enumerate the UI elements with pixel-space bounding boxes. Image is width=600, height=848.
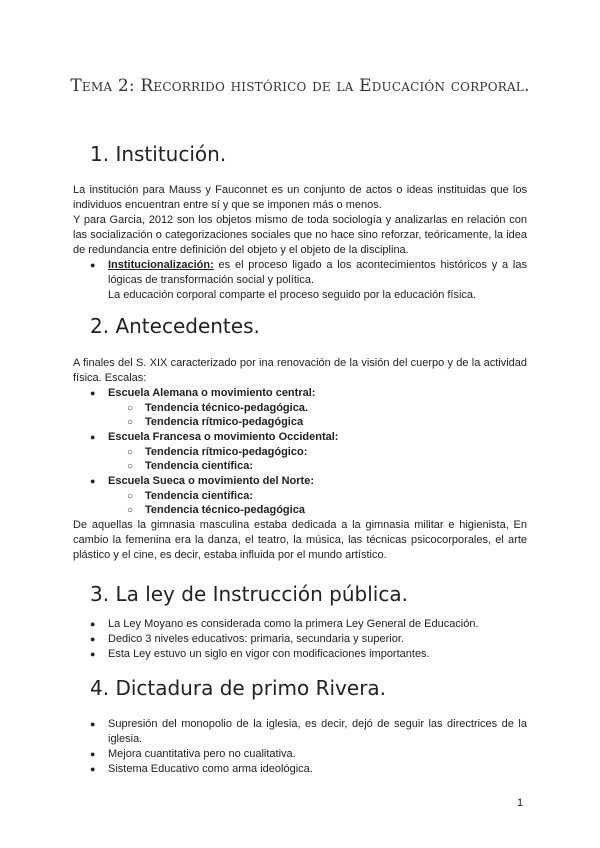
section-1-bullet: [108, 258, 527, 288]
section-3-item-1: La Ley Moyano es considerada como la primera Ley General de Educación.: [108, 618, 479, 630]
section-3-item-3: Esta Ley estuvo un siglo en vigor con modificaciones importantes.: [108, 648, 430, 660]
page-number: 1: [517, 797, 524, 809]
section-4-item-2: Mejora cuantitativa pero no cualitativa.: [108, 748, 296, 760]
bullet-icon: ●: [90, 388, 96, 398]
section-2-heading: 2. Antecedentes.: [90, 314, 260, 338]
sub-bullet-icon: ○: [127, 403, 134, 414]
section-1-bullet-continuation: La educación corporal comparte el proceso seguido por la educación física.: [108, 289, 477, 301]
school-alemana-item-2: Tendencia rítmico-pedagógica: [145, 416, 304, 428]
section-4-item-1: Supresión del monopolio de la iglesia, es decir, dejó de seguir las directrices de la iglesia.: [108, 718, 527, 745]
section-4-item-3: Sistema Educativo como arma ideológica.: [108, 763, 313, 775]
institucionalizacion-text: es el proceso ligado a los acontecimientos históricos y a las lógicas de transformación social y política.: [108, 259, 527, 286]
school-sueca-item-1: Tendencia científica:: [145, 490, 253, 502]
sub-bullet-icon: ○: [127, 461, 134, 472]
bullet-icon: ●: [90, 764, 96, 774]
institucionalizacion-term: Institucionalización:: [108, 259, 214, 271]
section-1-heading: 1. Institución.: [90, 142, 227, 166]
bullet-icon: ●: [90, 432, 96, 442]
bullet-icon: ●: [90, 619, 96, 629]
section-4-heading: 4. Dictadura de primo Rivera.: [90, 676, 387, 700]
sub-bullet-icon: ○: [127, 491, 134, 502]
bullet-icon: ●: [90, 634, 96, 644]
bullet-icon: ●: [90, 260, 96, 270]
school-sueca: Escuela Sueca o movimiento del Norte:: [108, 475, 315, 487]
bullet-icon: ●: [90, 476, 96, 486]
section-1-paragraph-1: La institución para Mauss y Fauconnet es un conjunto de actos o ideas instituidas que los individuos encuentran entre sí y que se imponen más o menos.: [73, 184, 527, 211]
section-3-item-2: Dedico 3 niveles educativos: primaria, secundaria y superior.: [108, 633, 404, 645]
school-francesa-item-2: Tendencia científica:: [145, 460, 253, 472]
school-francesa-item-1: Tendencia rítmico-pedagógico:: [145, 446, 308, 458]
sub-bullet-icon: ○: [127, 447, 134, 458]
school-alemana-item-1: Tendencia técnico-pedagógica.: [145, 402, 308, 414]
bullet-icon: ●: [90, 649, 96, 659]
section-2-closing: De aquellas la gimnasia masculina estaba dedicada a la gimnasia militar e higienista, En cambio la femenina era la danza, el teatro, la música, las técnicas psicocorporales, el arte plástico y el cine, es decir, estaba influida por el mundo artístico.: [73, 519, 527, 561]
page-title: Tema 2: Recorrido histórico de la Educación corporal.: [70, 76, 530, 96]
school-francesa: Escuela Francesa o movimiento Occidental:: [108, 431, 339, 443]
section-3-heading: 3. La ley de Instrucción pública.: [90, 582, 408, 606]
sub-bullet-icon: ○: [127, 505, 134, 516]
school-sueca-item-2: Tendencia técnico-pedagógica: [145, 504, 305, 516]
section-2-intro: A finales del S. XIX caracterizado por ina renovación de la visión del cuerpo y de la actividad física. Escalas:: [73, 357, 527, 384]
school-alemana: Escuela Alemana o movimiento central:: [108, 387, 316, 399]
section-1-paragraph-2: Y para Garcia, 2012 son los objetos mismo de toda sociología y analizarlas en relación con las socialización o categorizaciones sociales que no hace sino reforzar, teóricamente, la idea de redundancia entre definición del objeto y el objeto de la disciplina.: [73, 214, 527, 256]
sub-bullet-icon: ○: [127, 417, 134, 428]
bullet-icon: ●: [90, 749, 96, 759]
bullet-icon: ●: [90, 719, 96, 729]
